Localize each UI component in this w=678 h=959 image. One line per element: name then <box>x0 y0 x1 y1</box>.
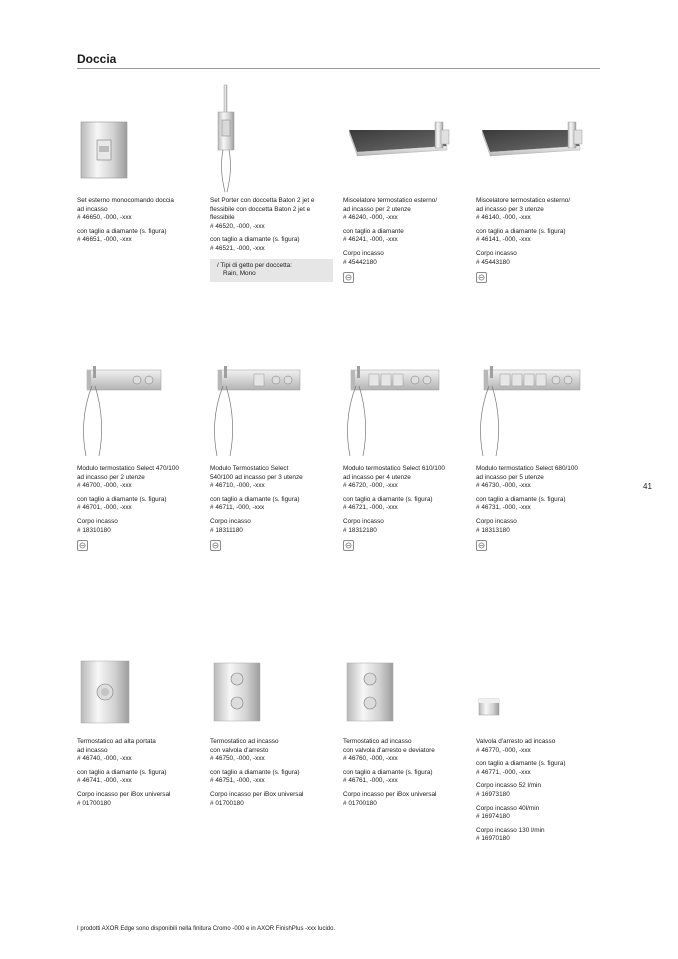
thermostatic-module-540-icon <box>210 356 335 451</box>
product-text: Miscelatore termostatico esterno/ ad incasso per 2 utenze # 46240, -000, -xxx con taglio a diamante # 46241, -000, -xxx Corpo incasso # 45442180 <box>343 197 468 283</box>
product-text: Valvola d'arresto ad incasso # 46770, -000, -xxx con taglio a diamante (s. figura) # 46771, -000, -xxx Corpo incasso 52 l/min # 16973180 Corpo incasso 40l/min # 16974180 Corpo incasso 130 l/min # 16970180 <box>476 738 566 843</box>
ibox-badge-icon <box>343 272 354 283</box>
shutoff-valve-icon <box>476 641 601 736</box>
page-title: Doccia <box>77 52 117 66</box>
thermostat-shutoff-diverter-icon <box>343 641 468 736</box>
page-number: 41 <box>643 482 652 491</box>
thermostatic-module-610-icon <box>343 356 468 451</box>
product-text: Modulo termostatico Select 470/100 ad incasso per 2 utenze # 46700, -000, -xxx con taglio a diamante (s. figura) # 46701, -000, -xxx Corpo incasso # 18310180 <box>77 465 202 551</box>
porter-set-hand-shower-icon <box>210 80 335 175</box>
product-text: Termostatico ad alta portata ad incasso # 46740, -000, -xxx con taglio a diamante (s. figura) # 46741, -000, -xxx Corpo incasso per iBox universal # 01700180 <box>77 738 171 807</box>
thermostat-shutoff-valve-icon <box>210 641 335 736</box>
product-text: Set esterno monocomando doccia ad incasso # 46650, -000, -xxx con taglio a diamante (s. figura) # 46651, -000, -xxx <box>77 197 174 244</box>
highflow-thermostat-icon <box>77 641 202 736</box>
product-text: Modulo Termostatico Select 540/100 ad incasso per 3 utenze # 46710, -000, -xxx con taglio a diamante (s. figura) # 46711, -000, -xxx Corpo incasso # 18311180 <box>210 465 335 551</box>
ibox-badge-icon <box>210 540 221 551</box>
spray-types-note: / Tipi di getto per doccetta: Rain, Mono <box>210 259 333 282</box>
product-text: Set Porter con doccetta Baton 2 jet e flessibile con doccetta Baton 2 jet e flessibile # 46520, -000, -xxx con taglio a diamante (s. figura) # 46521, -000, -xxx / Tipi di getto per doccetta: Rain, Mono <box>210 197 335 282</box>
ibox-badge-icon <box>476 540 487 551</box>
product-text: Modulo termostatico Select 610/100 ad incasso per 4 utenze # 46720, -000, -xxx con taglio a diamante (s. figura) # 46721, -000, -xxx Corpo incasso # 18312180 <box>343 465 468 551</box>
thermostatic-module-470-icon <box>77 356 202 451</box>
ibox-badge-icon <box>343 540 354 551</box>
title-divider <box>77 68 600 69</box>
product-text: Modulo termostatico Select 680/100 ad incasso per 5 utenze # 46730, -000, -xxx con taglio a diamante (s. figura) # 46731, -000, -xxx Corpo incasso # 18313180 <box>476 465 601 551</box>
product-text: Miscelatore termostatico esterno/ ad incasso per 3 utenze # 46140, -000, -xxx con taglio a diamante (s. figura) # 46141, -000, -xxx Corpo incasso # 45443180 <box>476 197 601 283</box>
ibox-badge-icon <box>77 540 88 551</box>
thermostatic-mixer-2-outlets-icon <box>343 100 468 195</box>
product-text: Termostatico ad incasso con valvola d'arresto e deviatore # 46760, -000, -xxx con taglio a diamante (s. figura) # 46761, -000, -xxx Corpo incasso per iBox universal # 01700180 <box>343 738 437 807</box>
shower-mixer-trim-icon <box>77 100 202 195</box>
footer-note: I prodotti AXOR Edge sono disponibili nella finitura Cromo -000 e in AXOR FinishPlus -xxx lucido. <box>77 926 336 932</box>
thermostatic-module-680-icon <box>476 356 601 451</box>
product-text: Termostatico ad incasso con valvola d'arresto # 46750, -000, -xxx con taglio a diamante (s. figura) # 46751, -000, -xxx Corpo incasso per iBox universal # 01700180 <box>210 738 304 807</box>
thermostatic-mixer-3-outlets-icon <box>476 100 601 195</box>
ibox-badge-icon <box>476 272 487 283</box>
